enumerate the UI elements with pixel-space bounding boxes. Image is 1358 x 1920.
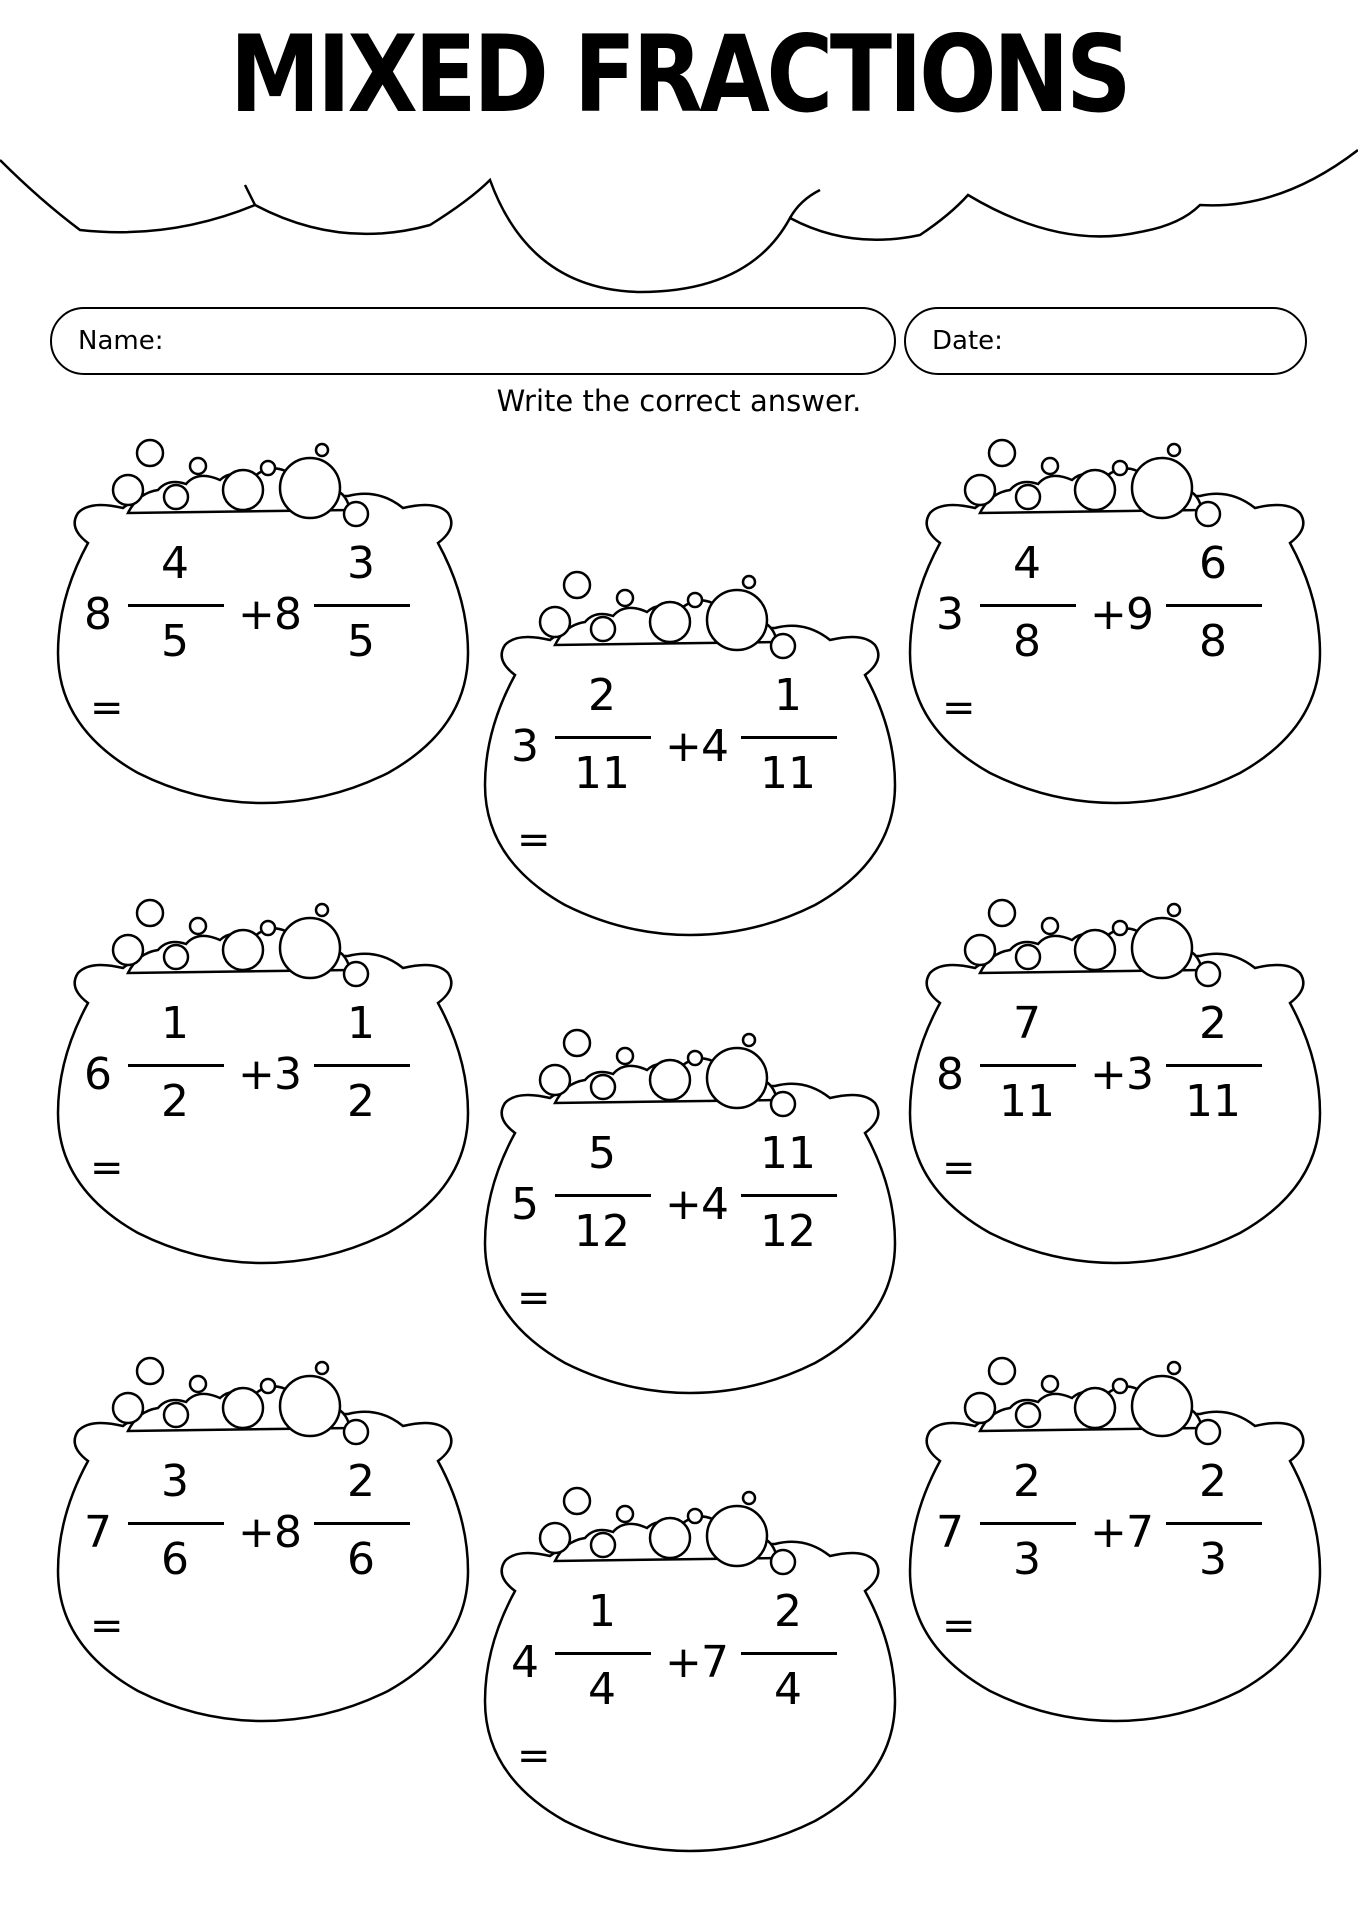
denominator-2: 12 xyxy=(760,1206,816,1257)
cauldron-drawing xyxy=(455,560,925,990)
denominator-2: 3 xyxy=(1199,1534,1227,1585)
problem-card xyxy=(880,888,1350,1318)
plus-sign: + xyxy=(665,721,702,772)
whole-number-1: 4 xyxy=(511,1637,539,1688)
plus-sign: + xyxy=(1090,1507,1127,1558)
fraction-bar-1 xyxy=(128,604,224,607)
plus-sign: + xyxy=(1090,589,1127,640)
equals-sign: = xyxy=(942,685,976,731)
denominator-1: 11 xyxy=(574,748,630,799)
fraction-bar-2 xyxy=(314,604,410,607)
denominator-2: 6 xyxy=(347,1534,375,1585)
problem-card xyxy=(455,1018,925,1448)
equals-sign: = xyxy=(517,1275,551,1321)
whole-number-2: 8 xyxy=(274,589,302,640)
denominator-2: 5 xyxy=(347,616,375,667)
equals-sign: = xyxy=(517,817,551,863)
numerator-1: 4 xyxy=(1013,538,1041,589)
fraction-bar-2 xyxy=(741,1194,837,1197)
numerator-1: 4 xyxy=(161,538,189,589)
equals-sign: = xyxy=(517,1733,551,1779)
instruction-text: Write the correct answer. xyxy=(496,384,862,418)
denominator-1: 8 xyxy=(1013,616,1041,667)
equals-sign: = xyxy=(90,1145,124,1191)
whole-number-1: 8 xyxy=(84,589,112,640)
page-title: MIXED FRACTIONS xyxy=(229,13,1129,136)
fraction-bar-1 xyxy=(555,1194,651,1197)
fraction-bar-2 xyxy=(314,1064,410,1067)
numerator-2: 6 xyxy=(1199,538,1227,589)
cauldron-drawing xyxy=(28,1346,498,1776)
denominator-1: 2 xyxy=(161,1076,189,1127)
numerator-2: 3 xyxy=(347,538,375,589)
numerator-2: 2 xyxy=(1199,998,1227,1049)
numerator-2: 1 xyxy=(347,998,375,1049)
cauldron-drawing xyxy=(880,888,1350,1318)
cauldron-drawing xyxy=(455,1476,925,1906)
numerator-1: 2 xyxy=(588,670,616,721)
denominator-2: 2 xyxy=(347,1076,375,1127)
plus-sign: + xyxy=(238,1049,275,1100)
whole-number-1: 6 xyxy=(84,1049,112,1100)
plus-sign: + xyxy=(665,1637,702,1688)
numerator-1: 1 xyxy=(588,1586,616,1637)
date-label: Date: xyxy=(932,326,1003,356)
equals-sign: = xyxy=(942,1145,976,1191)
whole-number-2: 8 xyxy=(274,1507,302,1558)
whole-number-2: 7 xyxy=(1126,1507,1154,1558)
denominator-1: 12 xyxy=(574,1206,630,1257)
denominator-2: 4 xyxy=(774,1664,802,1715)
problem-card xyxy=(28,888,498,1318)
fraction-bar-1 xyxy=(980,1064,1076,1067)
plus-sign: + xyxy=(238,1507,275,1558)
numerator-1: 5 xyxy=(588,1128,616,1179)
fraction-bar-1 xyxy=(128,1522,224,1525)
numerator-1: 1 xyxy=(161,998,189,1049)
denominator-1: 11 xyxy=(999,1076,1055,1127)
fraction-bar-1 xyxy=(555,1652,651,1655)
equals-sign: = xyxy=(942,1603,976,1649)
problem-card xyxy=(880,428,1350,858)
cauldron-drawing xyxy=(28,888,498,1318)
whole-number-1: 7 xyxy=(936,1507,964,1558)
problem-card xyxy=(455,1476,925,1906)
plus-sign: + xyxy=(1090,1049,1127,1100)
whole-number-2: 7 xyxy=(701,1637,729,1688)
whole-number-1: 3 xyxy=(511,721,539,772)
problem-card xyxy=(28,428,498,858)
fraction-bar-2 xyxy=(1166,1522,1262,1525)
denominator-2: 11 xyxy=(760,748,816,799)
fraction-bar-2 xyxy=(1166,604,1262,607)
denominator-1: 6 xyxy=(161,1534,189,1585)
cauldron-drawing xyxy=(880,1346,1350,1776)
equals-sign: = xyxy=(90,685,124,731)
date-field[interactable] xyxy=(904,307,1307,375)
numerator-1: 7 xyxy=(1013,998,1041,1049)
numerator-2: 2 xyxy=(347,1456,375,1507)
fraction-bar-1 xyxy=(980,604,1076,607)
numerator-1: 2 xyxy=(1013,1456,1041,1507)
denominator-2: 11 xyxy=(1185,1076,1241,1127)
whole-number-2: 3 xyxy=(1126,1049,1154,1100)
denominator-1: 3 xyxy=(1013,1534,1041,1585)
problem-card xyxy=(880,1346,1350,1776)
numerator-2: 2 xyxy=(1199,1456,1227,1507)
denominator-1: 5 xyxy=(161,616,189,667)
numerator-2: 1 xyxy=(774,670,802,721)
whole-number-2: 9 xyxy=(1126,589,1154,640)
plus-sign: + xyxy=(665,1179,702,1230)
denominator-2: 8 xyxy=(1199,616,1227,667)
denominator-1: 4 xyxy=(588,1664,616,1715)
cauldron-drawing xyxy=(880,428,1350,858)
cauldron-drawing xyxy=(28,428,498,858)
numerator-2: 11 xyxy=(760,1128,816,1179)
problem-card xyxy=(455,560,925,990)
equals-sign: = xyxy=(90,1603,124,1649)
numerator-1: 3 xyxy=(161,1456,189,1507)
fraction-bar-1 xyxy=(555,736,651,739)
numerator-2: 2 xyxy=(774,1586,802,1637)
whole-number-1: 7 xyxy=(84,1507,112,1558)
name-label: Name: xyxy=(78,326,164,356)
whole-number-1: 3 xyxy=(936,589,964,640)
whole-number-2: 4 xyxy=(701,721,729,772)
whole-number-1: 5 xyxy=(511,1179,539,1230)
whole-number-2: 3 xyxy=(274,1049,302,1100)
whole-number-2: 4 xyxy=(701,1179,729,1230)
fraction-bar-1 xyxy=(128,1064,224,1067)
fraction-bar-2 xyxy=(314,1522,410,1525)
fraction-bar-2 xyxy=(741,736,837,739)
fraction-bar-1 xyxy=(980,1522,1076,1525)
name-field[interactable] xyxy=(50,307,896,375)
fraction-bar-2 xyxy=(741,1652,837,1655)
whole-number-1: 8 xyxy=(936,1049,964,1100)
problem-card xyxy=(28,1346,498,1776)
plus-sign: + xyxy=(238,589,275,640)
fraction-bar-2 xyxy=(1166,1064,1262,1067)
cauldron-drawing xyxy=(455,1018,925,1448)
